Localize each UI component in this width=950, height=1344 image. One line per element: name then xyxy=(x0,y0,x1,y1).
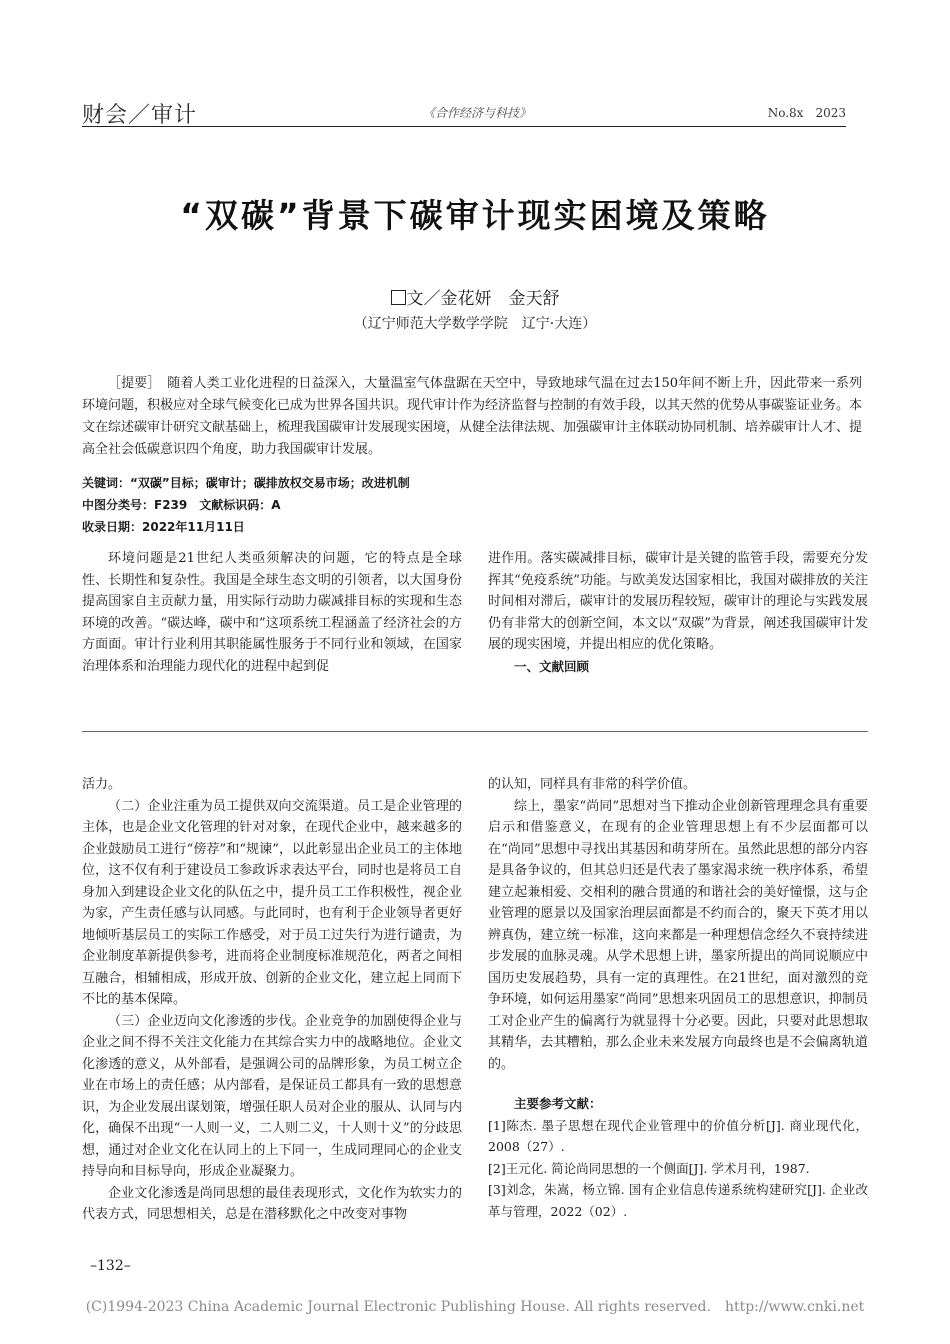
classification: 中图分类号：F239 文献标识码：A xyxy=(82,498,281,512)
byline-prefix: 文／ xyxy=(406,289,441,309)
page-number: –132– xyxy=(90,1258,131,1274)
paragraph: 企业文化渗透是尚同思想的最佳表现形式，文化作为软实力的代表方式，同思想相关，总是在潜移默化之中改变对事物 xyxy=(82,1185,462,1222)
paragraph: （二）企业注重为员工提供双向交流渠道。员工是企业管理的主体，也是企业文化管理的针对对象，在现代企业中，越来越多的企业鼓励员工进行“傍荐”和“规谏”，以此彰显出企业员工的主体地位，这不仅有利于建设员工参政诉求表达平台，同时也是将员工自身加入到建设企业文化的队伍之中，提升员工工作积极性，视企业为家，产生责任感与认同感。与此同时，也有利于企业领导者更好地倾听基层员工的实际工作感受，对于员工过失行为进行谴责，为企业制度革新提供参考，进而将企业制度标准规范化，两者之间相互融合，相辅相成，形成开放、创新的企业文化，建立起上同而下不比的基本保障。 xyxy=(82,798,462,1007)
header-rule xyxy=(82,126,846,127)
paragraph: 的认知，同样具有非常的科学价值。 xyxy=(488,777,697,792)
abstract-label: ［提要］ xyxy=(108,376,155,391)
section-heading: 一、文献回顾 xyxy=(514,658,590,674)
article-title: “双碳”背景下碳审计现实困境及策略 xyxy=(180,196,770,235)
lower-left-column xyxy=(82,774,462,1226)
references-title: 主要参考文献： xyxy=(514,1096,602,1111)
paragraph: 综上，墨家“尚同”思想对当下推动企业创新管理理念具有重要启示和借鉴意义，在现有的企业管理思想上有不少层面都可以在“尚同”思想中寻找出其基因和萌芽所在。虽然此思想的部分内容是具备争议的，但其总归还是代表了墨家渴求统一秩序体系，希望建立起兼相爱、交相利的融合贯通的和谐社会的美好憧憬，这与企业管理的愿景以及国家治理层面都是不约而合的，聚天下英才用以辨真伪，建立统一标准，这向来都是一种理想信念经久不衰持续进步发展的血脉灵魂。从学术思想上讲，墨家所提出的尚同说顺应中国历史发展趋势，具有一定的真理性。在21世纪，面对激烈的竞争环境，如何运用墨家“尚同”思想来巩固员工的思想意识，抑制员工对企业产生的偏离行为就显得十分必要。因此，只要对此思想取其精华，去其糟粕，那么企业未来发展方向最终也是不会偏离轨道的。 xyxy=(488,798,868,1072)
byline xyxy=(0,284,950,309)
intro-paragraph-left: 环境问题是21世纪人类亟须解决的问题，它的特点是全球性、长期性和复杂性。我国是全球生态文明的引领者，以大国身份提高国家自主贡献力量，用实际行动助力碳减排目标的实现和生态环境的改善。“碳达峰，碳中和”这项系统工程涵盖了经济社会的方方面面。审计行业利用其职能属性服务于不同行业和领域，在国家治理体系和治理能力现代化的进程中起到促 xyxy=(82,551,462,674)
intro-right-column xyxy=(488,548,868,677)
keywords: 关键词：“双碳”目标；碳审计；碳排放权交易市场；改进机制 xyxy=(82,476,410,490)
intro-left-column xyxy=(82,548,462,677)
reference-item: [2]王元化. 简论尚同思想的一个侧面[J]. 学术月刊，1987. xyxy=(488,1160,810,1176)
paragraph: 活力。 xyxy=(82,777,122,792)
lower-right-column xyxy=(488,774,868,1222)
abstract-text: 随着人类工业化进程的日益深入，大量温室气体盘踞在天空中，导致地球气温在过去150年间不断上升，因此带来一系列环境问题，积极应对全球气候变化已成为世界各国共识。现代审计作为经济监督与控制的有效手段，以其天然的优势从事碳鉴证业务。本文在综述碳审计研究文献基础上，梳理我国碳审计发展现实困境，从健全法律法规、加强碳审计主体联动协同机制、培养碳审计人才、提高全社会低碳意识四个角度，助力我国碳审计发展。 xyxy=(82,376,863,457)
page-separator xyxy=(82,731,868,732)
reference-item: [3]刘念，朱嵩，杨立锦. 国有企业信息传递系统构建研究[J]. 企业改革与管理，2022（02）. xyxy=(488,1182,868,1219)
intro-paragraph-right: 进作用。落实碳减排目标，碳审计是关键的监管手段，需要充分发挥其“免疫系统”功能。与欧美发达国家相比，我国对碳排放的关注时间相对滞后，碳审计的发展历程较短，碳审计的理论与实践发展仍有非常大的创新空间，本文以“双碳”为背景，阐述我国碳审计发展的现实困境，并提出相应的优化策略。 xyxy=(488,551,868,652)
paragraph: （三）企业迈向文化渗透的步伐。企业竞争的加剧使得企业与企业之间不得不关注文化能力在其综合实力中的战略地位。企业文化渗透的意义，从外部看，是强调公司的品牌形象，为员工树立企业在市场上的责任感；从内部看，是保证员工都具有一致的思想意识，为企业发展出谋划策，增强任职人员对企业的服从、认同与内化，确保不出现“一人则一义，二人则二义，十人则十义”的分歧思想，通过对企业文化在认同上的上下同一，生成同理同心的企业支持导向和目标导向，形成企业凝聚力。 xyxy=(82,1013,462,1179)
author-names: 金花妍 金天舒 xyxy=(440,289,560,309)
author-affiliation: （辽宁师范大学数学学院 辽宁·大连） xyxy=(353,316,597,332)
received-date: 收录日期：2022年11月11日 xyxy=(82,520,245,534)
issue-number: No.8x 2023 xyxy=(767,106,846,120)
abstract xyxy=(82,373,862,461)
copyright-footer: (C)1994-2023 China Academic Journal Electronic Publishing House. All rights reserved. http://www.cnki.net xyxy=(85,1299,865,1315)
reference-item: [1]陈杰. 墨子思想在现代企业管理中的价值分析[J]. 商业现代化，2008（27）. xyxy=(488,1117,868,1154)
square-bullet-icon xyxy=(391,290,406,305)
references-list xyxy=(488,1115,868,1223)
journal-name: 《合作经济与科技》 xyxy=(423,106,532,120)
section-label: 财会／审计 xyxy=(82,103,198,128)
